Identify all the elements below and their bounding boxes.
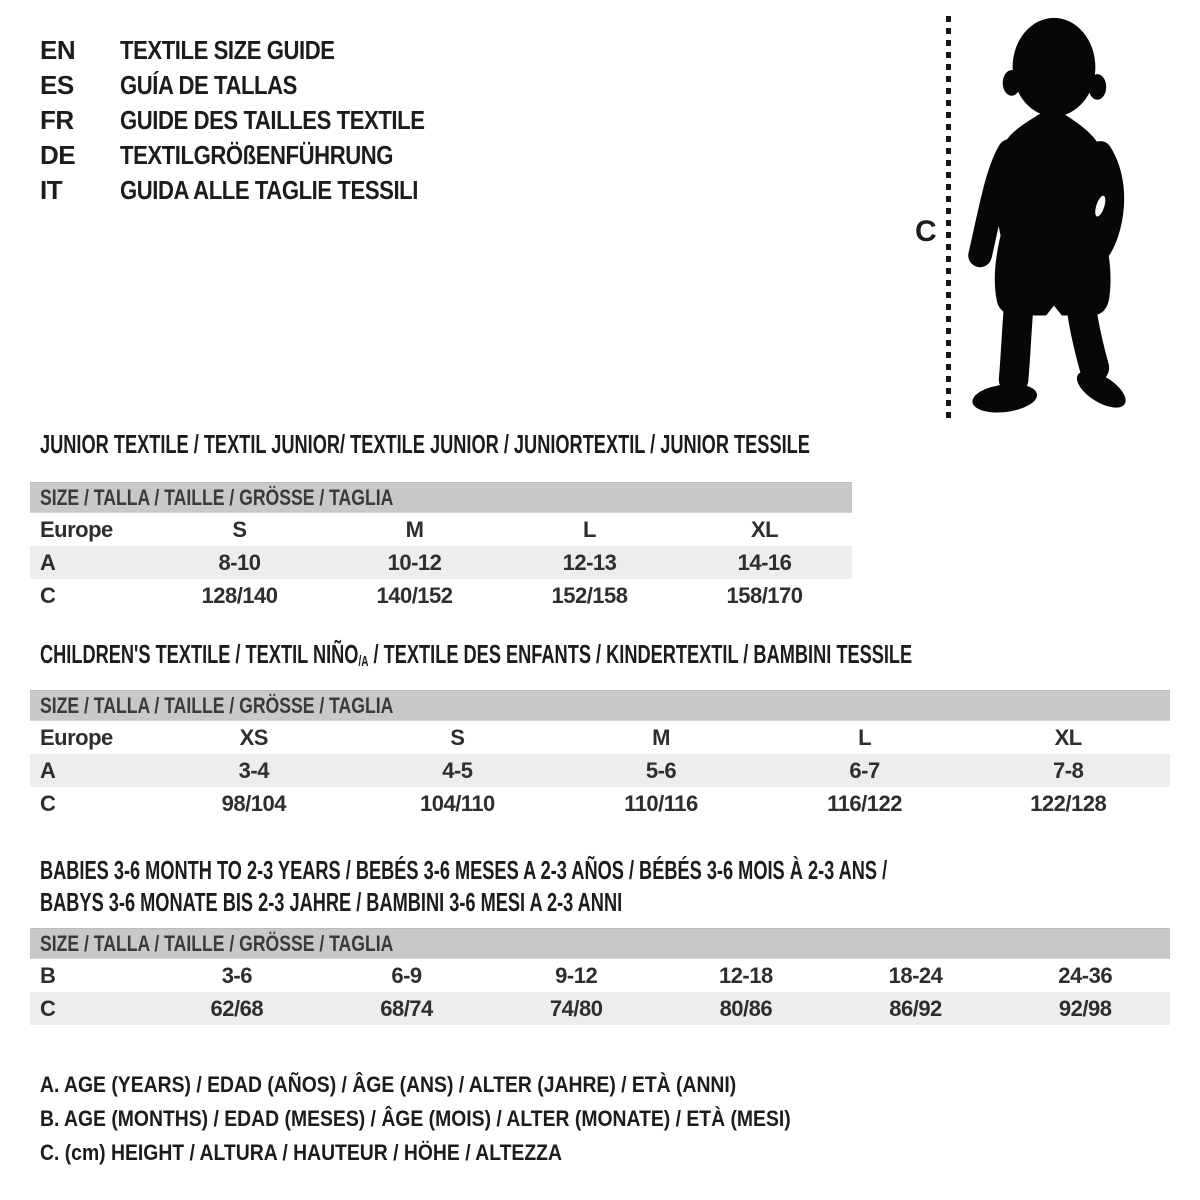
table-cell: 6-9 (391, 962, 422, 988)
table-cell: 116/122 (827, 790, 902, 816)
table-cell: 8-10 (218, 549, 261, 575)
table-cell: 68/74 (380, 995, 433, 1021)
measure-c-label: C (915, 215, 937, 248)
language-code: EN (40, 35, 76, 65)
row-label: A (40, 757, 56, 783)
legend-line-a: A. AGE (YEARS) / EDAD (AÑOS) / ÂGE (ANS) / ALTER (JAHRE) / ETÀ (ANNI) (40, 1072, 737, 1097)
children-size-table (30, 690, 1170, 820)
language-row-it (40, 173, 478, 208)
table-cell: 5-6 (645, 757, 677, 783)
junior-table-rows (30, 513, 852, 612)
size-header-label: SIZE / TALLA / TAILLE / GRÖSSE / TAGLIA (40, 692, 394, 718)
guide-title-fr: GUIDE DES TAILLES TEXTILE (120, 105, 425, 135)
table-cell: 14-16 (737, 549, 792, 575)
table-cell: 18-24 (888, 962, 943, 988)
table-cell: 9-12 (555, 962, 598, 988)
table-cell: 98/104 (221, 790, 286, 816)
table-row (30, 546, 852, 579)
table-cell: 24-36 (1058, 962, 1113, 988)
table-row (30, 992, 1170, 1025)
babies-title-line1: BABIES 3-6 MONTH TO 2-3 YEARS / BEBÉS 3-6 MESES A 2-3 AÑOS / BÉBÉS 3-6 MOIS À 2-3 ANS / (40, 855, 888, 885)
size-header-label: SIZE / TALLA / TAILLE / GRÖSSE / TAGLIA (40, 484, 394, 510)
children-section-title: CHILDREN'S TEXTILE / TEXTIL NIÑO/A / TEXTILE DES ENFANTS / KINDERTEXTIL / BAMBINI TESSILE (40, 639, 913, 670)
table-cell: 104/110 (419, 790, 495, 816)
legend-line-c: C. (cm) HEIGHT / ALTURA / HAUTEUR / HÖHE / ALTEZZA (40, 1140, 562, 1165)
table-cell: M (652, 724, 670, 750)
legend-line-b: B. AGE (MONTHS) / EDAD (MESES) / ÂGE (MOIS) / ALTER (MONATE) / ETÀ (MESI) (40, 1106, 791, 1131)
size-header-band (30, 482, 852, 513)
table-cell: 80/86 (719, 995, 773, 1021)
row-label: C (40, 995, 56, 1021)
table-cell: L (583, 516, 596, 542)
table-cell: XS (239, 724, 268, 750)
row-label: C (40, 790, 56, 816)
table-cell: 128/140 (201, 582, 278, 608)
table-cell: 4-5 (442, 757, 473, 783)
row-label: A (40, 549, 56, 575)
table-cell: 86/92 (889, 995, 942, 1021)
height-dashed-line (946, 16, 951, 418)
toddler-silhouette-icon (963, 13, 1141, 417)
table-cell: 3-6 (221, 962, 252, 988)
table-cell: 140/152 (376, 582, 453, 608)
table-cell: L (858, 724, 872, 750)
row-label: B (40, 962, 56, 988)
table-cell: 10-12 (387, 549, 442, 575)
guide-title-de: TEXTILGRÖßENFÜHRUNG (120, 140, 394, 170)
table-row (30, 579, 852, 612)
size-header-band (30, 928, 1170, 959)
guide-title-es: GUÍA DE TALLAS (120, 70, 297, 100)
measure-legend (40, 1068, 893, 1170)
table-cell: 152/158 (551, 582, 628, 608)
row-label: C (40, 582, 56, 608)
junior-section-title: JUNIOR TEXTILE / TEXTIL JUNIOR/ TEXTILE JUNIOR / JUNIORTEXTIL / JUNIOR TESSILE (40, 429, 810, 459)
table-cell: S (232, 516, 247, 542)
table-cell: 62/68 (210, 995, 264, 1021)
table-row (30, 513, 852, 546)
language-row-en (40, 33, 478, 68)
table-cell: 122/128 (1030, 790, 1107, 816)
size-header-label: SIZE / TALLA / TAILLE / GRÖSSE / TAGLIA (40, 930, 394, 956)
table-cell: XL (750, 516, 779, 542)
babies-section-title (40, 854, 1200, 918)
language-row-fr (40, 103, 478, 138)
table-row (30, 721, 1170, 754)
table-cell: 74/80 (549, 995, 603, 1021)
table-row (30, 754, 1170, 787)
language-row-de (40, 138, 478, 173)
guide-title-en: TEXTILE SIZE GUIDE (120, 35, 335, 65)
table-cell: 92/98 (1058, 995, 1112, 1021)
table-cell: 110/116 (624, 790, 698, 816)
junior-size-table (30, 482, 852, 612)
babies-size-table (30, 928, 1170, 1025)
language-title-list (40, 33, 478, 208)
guide-title-it: GUIDA ALLE TAGLIE TESSILI (120, 175, 418, 205)
babies-table-rows (30, 959, 1170, 1025)
language-code: IT (40, 175, 63, 205)
table-cell: 7-8 (1053, 757, 1084, 783)
row-label: Europe (40, 724, 113, 750)
table-cell: M (405, 516, 424, 542)
babies-title-line2: BABYS 3-6 MONATE BIS 2-3 JAHRE / BAMBINI 3-6 MESI A 2-3 ANNI (40, 887, 623, 917)
table-cell: 3-4 (238, 757, 269, 783)
language-code: ES (40, 70, 74, 100)
nino-a-subscript: /A (358, 653, 369, 670)
table-cell: XL (1054, 724, 1082, 750)
language-row-es (40, 68, 478, 103)
table-cell: 158/170 (726, 582, 803, 608)
table-cell: 6-7 (849, 757, 880, 783)
table-cell: S (450, 724, 465, 750)
children-table-rows (30, 721, 1170, 820)
row-label: Europe (40, 516, 113, 542)
table-row (30, 787, 1170, 820)
table-row (30, 959, 1170, 992)
size-header-band (30, 690, 1170, 721)
table-cell: 12-13 (562, 549, 617, 575)
language-code: FR (40, 105, 74, 135)
table-cell: 12-18 (718, 962, 773, 988)
language-code: DE (40, 140, 76, 170)
